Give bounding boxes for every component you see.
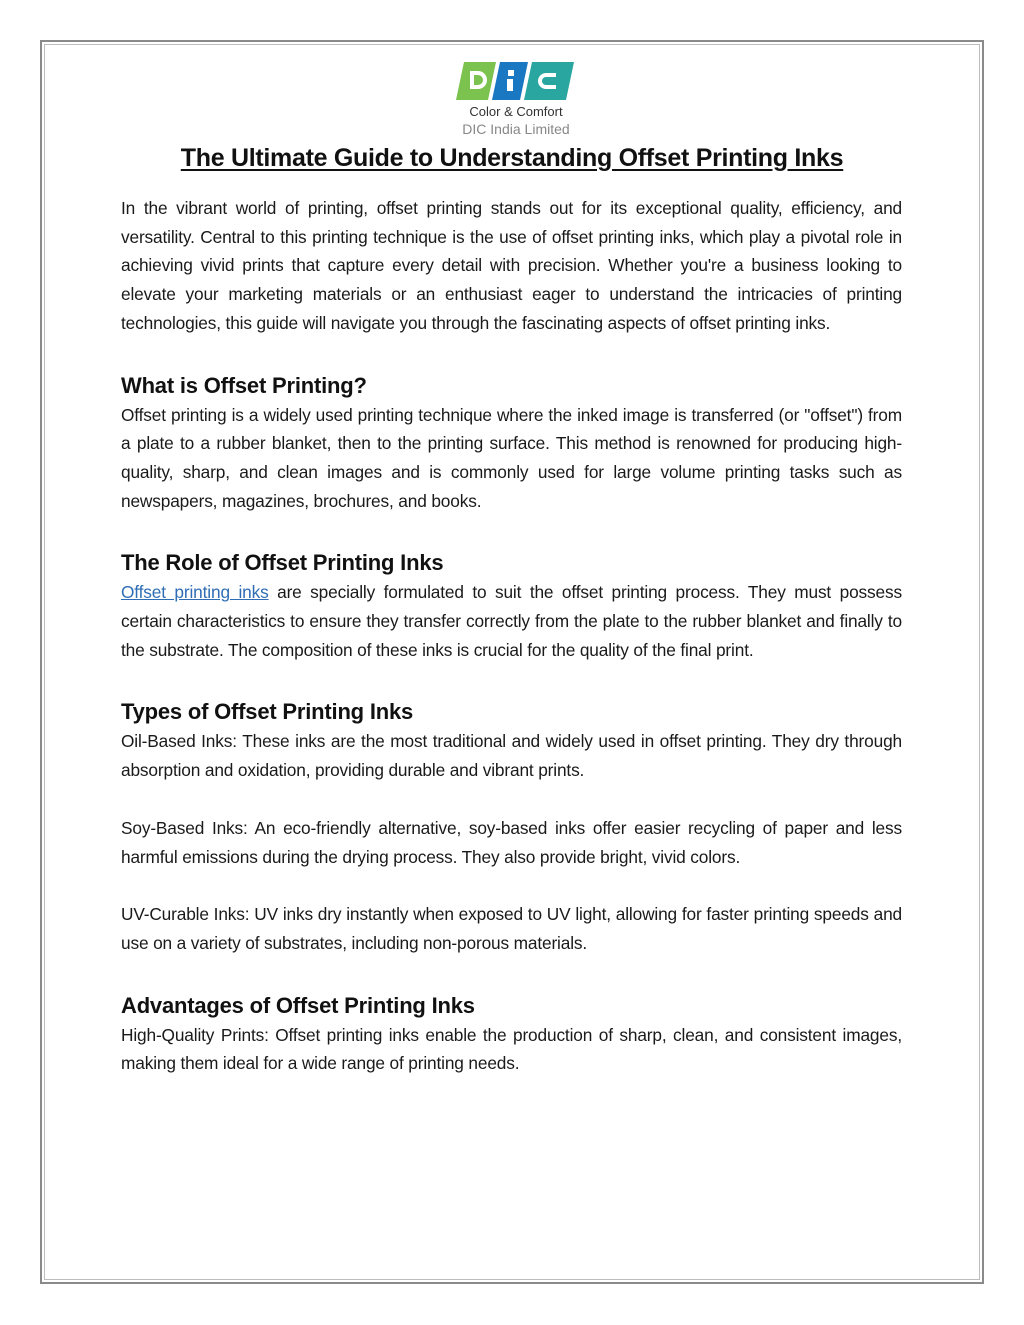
section-heading: Types of Offset Printing Inks	[121, 699, 414, 725]
section-advantages	[121, 991, 902, 1078]
section-paragraph: High-Quality Prints: Offset printing inks enable the production of sharp, clean, and consistent images, making them ideal for a wide range of printing needs.	[121, 1024, 902, 1074]
offset-printing-inks-link[interactable]: Offset printing inks	[121, 582, 269, 603]
logo-teal-block	[524, 62, 574, 100]
section-paragraph	[121, 578, 902, 664]
section-heading: The Role of Offset Printing Inks	[121, 550, 444, 576]
logo-company-name: DIC India Limited	[462, 121, 570, 137]
ink-type-soy-based: Soy-Based Inks: An eco-friendly alternative, soy-based inks offer easier recycling of paper and less harmful emissions during the drying process. They also provide bright, vivid colors.	[121, 817, 902, 867]
ink-type-oil-based: Oil-Based Inks: These inks are the most traditional and widely used in offset printing. They dry through absorption and oxidation, providing durable and vibrant prints.	[121, 731, 902, 781]
logo-letter-i-top	[508, 70, 514, 76]
logo-letter-i-body	[507, 79, 513, 91]
intro-paragraph: In the vibrant world of printing, offset printing stands out for its exceptional quality, efficiency, and versatility. Central to this printing technique is the use of offset printing inks, which play a pivotal role in achieving vivid prints that capture every detail with precision. Whether you're a business looking to elevate your marketing materials or an enthusiast eager to understand the intricacies of printing technologies, this guide will navigate you through the fascinating aspects of offset printing inks.	[121, 198, 902, 333]
section-paragraph: Offset printing is a widely used printing technique where the inked image is transferred (or "offset") from a plate to a rubber blanket, then to the printing surface. This method is renowned for producing high-quality, sharp, and clean images and is commonly used for large volume printing tasks such as newspapers, magazines, brochures, and books.	[121, 404, 902, 511]
section-paragraph-text: are specially formulated to suit the offset printing process. They must possess certain characteristics to ensure they transfer correctly from the plate to the rubber blanket and finally to the substrate. The composition of these inks is crucial for the quality of the final print.	[121, 582, 902, 660]
ink-type-uv-curable: UV-Curable Inks: UV inks dry instantly when exposed to UV light, allowing for faster printing speeds and use on a variety of substrates, including non-porous materials.	[121, 904, 902, 953]
section-what-is-offset-printing	[121, 371, 902, 516]
section-role-of-inks	[121, 548, 902, 664]
logo-green-block	[456, 62, 496, 100]
document-body	[121, 194, 902, 1078]
logo-tagline: Color & Comfort	[469, 104, 563, 119]
section-heading: What is Offset Printing?	[121, 372, 367, 398]
document-title: The Ultimate Guide to Understanding Offset Printing Inks	[180, 144, 844, 172]
section-heading: Advantages of Offset Printing Inks	[121, 992, 475, 1018]
company-logo	[452, 58, 592, 142]
section-types-of-inks	[121, 697, 902, 957]
dic-logo-mark	[456, 60, 574, 102]
